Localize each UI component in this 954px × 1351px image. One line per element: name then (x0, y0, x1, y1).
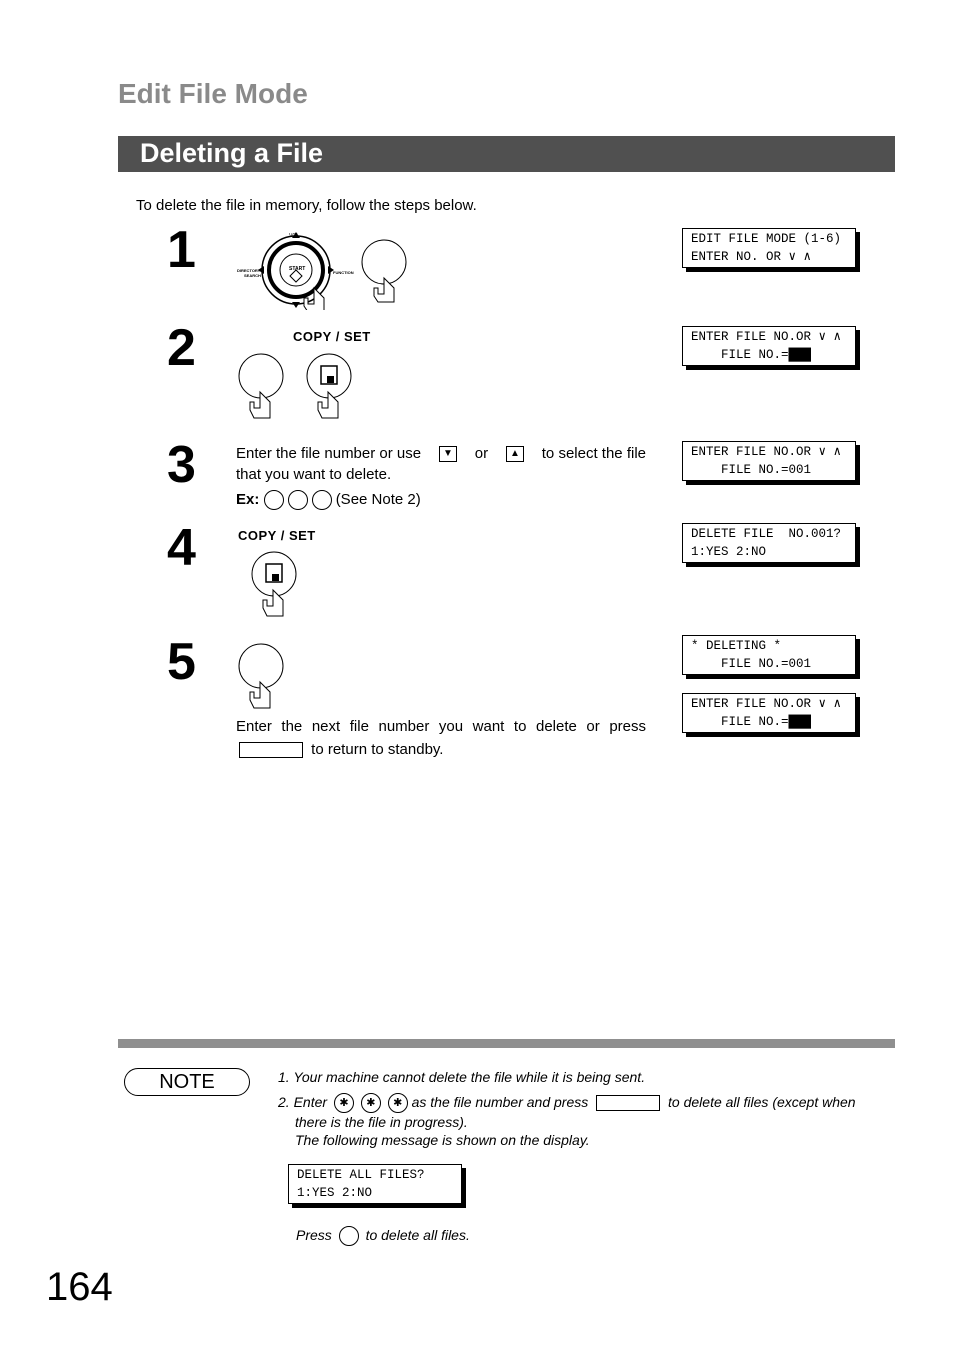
panel-label-start: START (289, 266, 306, 272)
lcd-line-2: 1:YES 2:NO (297, 1186, 373, 1200)
lcd-line-2: 1:YES 2:NO (691, 545, 767, 559)
lcd-display (288, 1164, 462, 1204)
lcd-line-2: FILE NO.=001 (691, 463, 812, 477)
step-number: 4 (167, 519, 196, 577)
asterisk-key-icon: ✱ (361, 1093, 381, 1113)
note-item-2-c: to delete all files (except when (668, 1094, 856, 1110)
step-number: 3 (167, 436, 196, 494)
step-3-text-c: that you want to delete. (236, 466, 392, 483)
key-circle-icon (264, 490, 284, 510)
section-title: Edit File Mode (118, 78, 308, 109)
page-number: 164 (46, 1265, 113, 1309)
lcd-display (682, 228, 856, 268)
note-badge: NOTE (124, 1068, 250, 1096)
lcd-line-2: ENTER NO. OR ∨ ∧ (691, 250, 812, 264)
page-title-banner (118, 136, 895, 172)
lcd-line-1: ENTER FILE NO.OR ∨ ∧ (691, 330, 842, 344)
step-3-text-b: to select the file (541, 445, 646, 462)
lcd-line-1: DELETE ALL FILES? (297, 1168, 425, 1182)
step-3-text-or: or (474, 445, 489, 462)
panel-label-directory: DIRECTORY (237, 268, 261, 273)
page-title: Deleting a File (140, 138, 324, 168)
step-5-text-b: to return to standby. (311, 741, 444, 758)
lcd-line-2: FILE NO.=001 (691, 657, 812, 671)
note-press-a: Press (296, 1227, 332, 1243)
note-item-2-a: 2. Enter (278, 1094, 328, 1110)
note-item-2 (278, 1093, 878, 1149)
step-number: 1 (167, 221, 196, 279)
note-press (296, 1226, 470, 1246)
lcd-display (682, 441, 856, 481)
note-item-2-b: as the file number and press (411, 1094, 589, 1110)
divider (118, 1039, 895, 1048)
step-number: 2 (167, 319, 196, 377)
copy-set-label: COPY / SET (293, 329, 371, 344)
step-3-text-a: Enter the file number or use (236, 445, 422, 462)
key-circle-icon (288, 490, 308, 510)
lcd-display (682, 523, 856, 563)
lcd-line-2: FILE NO.=███ (691, 715, 812, 729)
panel-label-search: SEARCH (244, 273, 261, 278)
step-number: 5 (167, 633, 196, 691)
note-item-1: 1. Your machine cannot delete the file while it is being sent. (278, 1069, 646, 1085)
note-item-2-d: there is the file in progress). (295, 1114, 468, 1131)
copy-set-label: COPY / SET (238, 528, 316, 543)
set-key-icon (596, 1095, 660, 1111)
lcd-line-2: FILE NO.=███ (691, 348, 812, 362)
stop-button-illustration (236, 642, 290, 714)
note-item-2-e: The following message is shown on the display. (295, 1132, 590, 1149)
lcd-display (682, 693, 856, 733)
lcd-display (682, 635, 856, 675)
key-circle-icon (312, 490, 332, 510)
step-5-text (236, 716, 646, 760)
step-5-text-a: Enter the next file number you want to delete or press (236, 718, 646, 735)
copy-set-button-illustration (250, 550, 300, 622)
lcd-line-1: EDIT FILE MODE (1-6) (691, 232, 842, 246)
example-note: (See Note 2) (335, 491, 421, 508)
note-press-b: to delete all files. (365, 1227, 470, 1243)
up-arrow-icon: ▲ (506, 446, 524, 462)
lcd-line-1: DELETE FILE NO.001? (691, 527, 842, 541)
asterisk-key-icon: ✱ (388, 1093, 408, 1113)
lcd-line-1: ENTER FILE NO.OR ∨ ∧ (691, 445, 842, 459)
asterisk-key-icon: ✱ (334, 1093, 354, 1113)
lcd-line-1: ENTER FILE NO.OR ∨ ∧ (691, 697, 842, 711)
intro-text: To delete the file in memory, follow the steps below. (136, 197, 477, 214)
stop-key-icon (239, 742, 303, 758)
example-label: Ex: (236, 491, 260, 508)
key-circle-icon (339, 1226, 359, 1246)
lcd-line-1: * DELETING * (691, 639, 782, 653)
buttons-illustration (236, 352, 356, 424)
lcd-display (682, 326, 856, 366)
panel-label-vol: VOL. (289, 233, 301, 239)
step-3-text (236, 443, 646, 510)
control-panel-illustration (234, 228, 414, 310)
down-arrow-icon: ▼ (439, 446, 457, 462)
panel-label-function: FUNCTION (333, 270, 354, 275)
